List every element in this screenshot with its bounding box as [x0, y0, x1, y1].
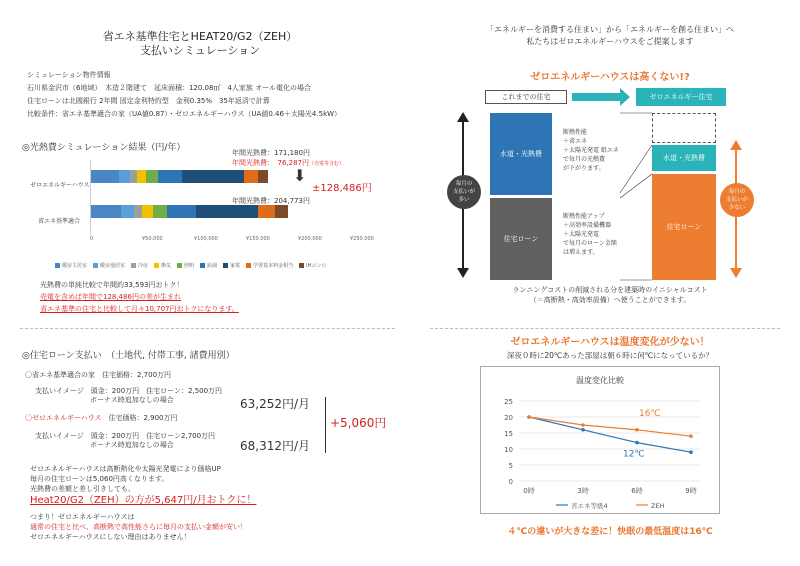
- bar-zeh: [90, 166, 350, 185]
- y-tick-label: 0: [508, 478, 513, 486]
- legend-label: 暖房他居室: [100, 263, 126, 269]
- legend-swatch: [177, 263, 182, 268]
- right-title-line1: 「エネルギーを消費する住まい」から「エネルギーを創る住まい」へ: [486, 25, 734, 34]
- zeh-utility-block: 水道・光熱費: [652, 145, 716, 171]
- section-divider: [20, 328, 395, 329]
- bar-segment-換気: [142, 205, 153, 218]
- legend-swatch: [200, 263, 205, 268]
- less-payment-badge: 毎月の 支払いが 少ない: [720, 183, 754, 217]
- bar-segment-照明: [146, 170, 157, 183]
- series-line: [529, 417, 691, 452]
- conclusion-line: ゼロエネルギーハウスにしない理由はありません！: [30, 533, 191, 541]
- old-house-label: これまでの住宅: [485, 90, 567, 104]
- info-line: 石川県金沢市（6地域） 木造２階建て 延床面積：120.08㎡ 4人家族 オール電化の場合: [27, 84, 311, 92]
- up-arrow-icon: [457, 112, 469, 122]
- bar-segment-暖房他居室: [121, 205, 133, 218]
- property-info: [27, 70, 341, 119]
- bar-segment-家電: [182, 170, 244, 183]
- cost-summary: [40, 280, 239, 314]
- annotation-16c: 16℃: [639, 408, 661, 419]
- bar-segment-給湯: [167, 205, 196, 218]
- bar-segment-給湯: [158, 170, 182, 183]
- y-tick-label: 25: [504, 398, 513, 406]
- info-line: シミュレーション物件情報: [27, 71, 111, 79]
- arrow-to-zeh-icon: [572, 93, 622, 101]
- x-tick-label: ¥250,000: [350, 236, 374, 242]
- old-utility-block: 水道・光熱費: [490, 113, 552, 195]
- legend-swatch: [246, 263, 251, 268]
- annual-cost-zeh-total: 年間光熱費：171,180円: [232, 149, 310, 157]
- y-tick-label: 15: [504, 430, 513, 438]
- note-line1: ランニングコストの削減される分を建築時のイニシャルコスト: [512, 286, 708, 294]
- x-tick-label: 3時: [577, 487, 589, 495]
- annual-cost-zeh-net-value: 年間光熱費： 76,287円: [232, 159, 309, 167]
- arrow-head-icon: [620, 88, 630, 106]
- legend-label: 照明: [184, 263, 195, 269]
- legend-label: IHコンロ: [306, 263, 327, 269]
- connector-lines: [620, 110, 654, 285]
- down-arrow-icon: [730, 268, 742, 278]
- bar-segment-IHコンロ: [258, 170, 267, 183]
- loan-b-line1: 支払いイメージ 頭金：200万円 住宅ローン2,700万円: [35, 432, 216, 440]
- legend-swatch: [223, 263, 228, 268]
- loan-bracket: [325, 397, 329, 453]
- loan-b-head: 〇ゼロエネルギーハウス: [25, 414, 102, 422]
- bar-segment-学習基本料金相当: [244, 170, 259, 183]
- zeh-saved-area: [652, 113, 716, 143]
- headline-temp: ゼロエネルギーハウスは温度変化が少ない！: [510, 337, 710, 348]
- legend-label: 冷房: [138, 263, 149, 269]
- bar-segment-照明: [153, 205, 167, 218]
- data-point: [635, 441, 639, 445]
- cost-bar-chart: [90, 160, 350, 232]
- zeh-label: ゼロエネルギー住宅: [636, 88, 726, 106]
- legend-item: [131, 262, 148, 269]
- legend-label: 給湯: [207, 263, 218, 269]
- loan-b-line2: ボーナス時追加なしの場合: [90, 441, 174, 449]
- temp-chart-title: 温度変化比較: [576, 376, 624, 385]
- section-divider: [430, 328, 780, 329]
- x-tick-label: 0時: [523, 487, 535, 495]
- down-arrow-icon: ⬇: [293, 166, 307, 185]
- data-point: [581, 423, 585, 427]
- legend-label: 家電: [230, 263, 241, 269]
- y-tick-label: 10: [504, 446, 513, 454]
- legend-swatch: [154, 263, 159, 268]
- bar-segment-暖房主居室: [90, 170, 119, 183]
- temp-footer: ４℃の違いが大きな差に！快眠の最低温度は16℃: [507, 527, 713, 537]
- legend-label: ZEH: [651, 502, 665, 510]
- cost-chart-title: ◎光熱費シミュレーション結果（円/年）: [22, 143, 186, 153]
- legend-item: [154, 262, 171, 269]
- legend-swatch: [93, 263, 98, 268]
- legend-item: [200, 262, 217, 269]
- x-tick-label: ¥150,000: [246, 236, 270, 242]
- data-point: [689, 434, 693, 438]
- annual-cost-standard: 年間光熱費：204,773円: [232, 197, 310, 205]
- bar-segment-冷房: [130, 170, 137, 183]
- conclusion-line: 通常の住宅と比べ、高断熱で高性能さらに毎月の支払い金額が安い！: [30, 523, 247, 531]
- x-tick-label: ¥100,000: [194, 236, 218, 242]
- legend-item: [299, 262, 326, 269]
- bar-segment-冷房: [134, 205, 142, 218]
- summary-line: 光熱費の単純比較で年間約33,593円おトク！: [40, 281, 184, 289]
- legend-item: [93, 262, 125, 269]
- info-line: 住宅ローンは北國銀行 2年間 固定金利特約型 金利0.35% 35年返済で計算: [27, 97, 270, 105]
- down-arrow-icon: [457, 268, 469, 278]
- legend-swatch: [299, 263, 304, 268]
- legend-swatch: [55, 263, 60, 268]
- right-title: [440, 24, 780, 48]
- headline-not-expensive: ゼロエネルギーハウスは高くない!?: [530, 72, 690, 83]
- bar-standard: [90, 205, 350, 218]
- loan-title: ◎住宅ローン支払い （土地代, 付帯工事, 諸費用別）: [22, 351, 235, 361]
- annual-cost-note: （売電等含む）: [309, 161, 345, 167]
- bar-segment-換気: [137, 170, 146, 183]
- data-point: [689, 450, 693, 454]
- loan-note: 断熱性能アップ ＋高効率設備機器 ＋太陽光発電 で毎月のローン金額 は増えます。: [563, 213, 617, 256]
- temp-line-chart: [481, 367, 721, 515]
- loan-a-monthly: 63,252円/月: [240, 397, 311, 411]
- legend-label: 暖房主居室: [62, 263, 88, 269]
- legend-item: [223, 262, 240, 269]
- loan-b-monthly: 68,312円/月: [240, 439, 311, 453]
- left-title-line2: 支払いシミュレーション: [139, 44, 261, 57]
- bar-legend: [55, 253, 355, 272]
- left-title-line1: 省エネ基準住宅とHEAT20/G2（ZEH）: [102, 30, 298, 43]
- info-line: 比較条件：省エネ基準適合の家（UA値0.87）・ゼロエネルギーハウス（UA値0.46＋太陽光4.5kW）: [27, 110, 342, 118]
- loan-b-head-row: [25, 413, 178, 423]
- zeh-loan-block: 住宅ローン: [652, 174, 716, 280]
- x-tick-label: ¥200,000: [298, 236, 322, 242]
- data-point: [527, 415, 531, 419]
- utility-note: 断熱性能 ＋省エネ ＋太陽光発電 組エネ で毎月の光熱費 が下がります。: [563, 129, 619, 172]
- legend-label: 省エネ等級4: [571, 502, 608, 510]
- conclusion-line: 光熱費の差額と差し引きしても、: [30, 485, 135, 493]
- bar-segment-家電: [196, 205, 258, 218]
- loan-b-price: 住宅価格：2,900万円: [108, 414, 178, 422]
- summary-line: 売電を含めば年間で128,486円の差が生まれ: [40, 293, 181, 301]
- more-payment-badge: 毎月の 支払いが 多い: [447, 175, 481, 209]
- legend-item: [55, 262, 87, 269]
- data-point: [581, 428, 585, 432]
- summary-line: 省エネ基準の住宅と比較して月々10,707円おトクになります。: [40, 305, 239, 313]
- bar-xticks: [90, 236, 374, 244]
- bar-segment-学習基本料金相当: [258, 205, 275, 218]
- right-title-line2: 私たちはゼロエネルギーハウスをご提案します: [526, 37, 694, 46]
- conclusion-line: 毎月の住宅ローンは5,060円高くなります。: [30, 475, 169, 483]
- bar-label-standard: 省エネ基準適合: [38, 218, 81, 225]
- conclusion-block: [30, 464, 256, 542]
- note-line2: （＝高断熱・高効率設備）へ使うことができます。: [529, 296, 691, 304]
- up-arrow-icon: [730, 140, 742, 150]
- y-tick-label: 20: [504, 414, 513, 422]
- x-tick-label: 0: [90, 236, 94, 242]
- temp-question: 深夜０時に20℃あった部屋は朝６時に何℃になっているか？: [506, 351, 714, 360]
- x-tick-label: ¥50,000: [142, 236, 163, 242]
- loan-a-line2: ボーナス時追加なしの場合: [90, 396, 174, 404]
- annotation-12c: 12℃: [623, 449, 645, 460]
- legend-label: 学習基本料金相当: [253, 263, 294, 269]
- legend-item: [246, 262, 293, 269]
- legend-swatch: [131, 263, 136, 268]
- conclusion-line: ゼロエネルギーハウスは高断熱化や太陽光発電により価格UP: [30, 465, 221, 473]
- conclusion-highlight: Heat20/G2（ZEH）の方が5,647円/月おトクに！: [30, 495, 257, 506]
- old-loan-block: 住宅ローン: [490, 198, 552, 280]
- x-tick-label: 9時: [685, 487, 697, 495]
- bar-segment-IHコンロ: [275, 205, 287, 218]
- legend-item: [177, 262, 194, 269]
- bar-label-zeh: ゼロエネルギーハウス: [30, 182, 90, 189]
- legend-label: 換気: [161, 263, 172, 269]
- loan-a-line1: 支払いイメージ 頭金：200万円 住宅ローン：2,500万円: [35, 387, 223, 395]
- bar-segment-暖房主居室: [90, 205, 121, 218]
- bar-axis: [90, 160, 91, 235]
- bar-segment-暖房他居室: [119, 170, 129, 183]
- y-tick-label: 5: [508, 462, 513, 470]
- initial-cost-note: [440, 285, 780, 305]
- loan-diff: +5,060円: [330, 416, 387, 430]
- annual-cost-diff: ±128,486円: [312, 183, 372, 194]
- data-point: [635, 428, 639, 432]
- loan-a-head: 〇省エネ基準適合の家 住宅価格：2,700万円: [25, 371, 172, 379]
- x-tick-label: 6時: [631, 487, 643, 495]
- conclusion-line: つまり！ゼロエネルギーハウスは: [30, 513, 135, 521]
- temp-chart-frame: [480, 366, 720, 514]
